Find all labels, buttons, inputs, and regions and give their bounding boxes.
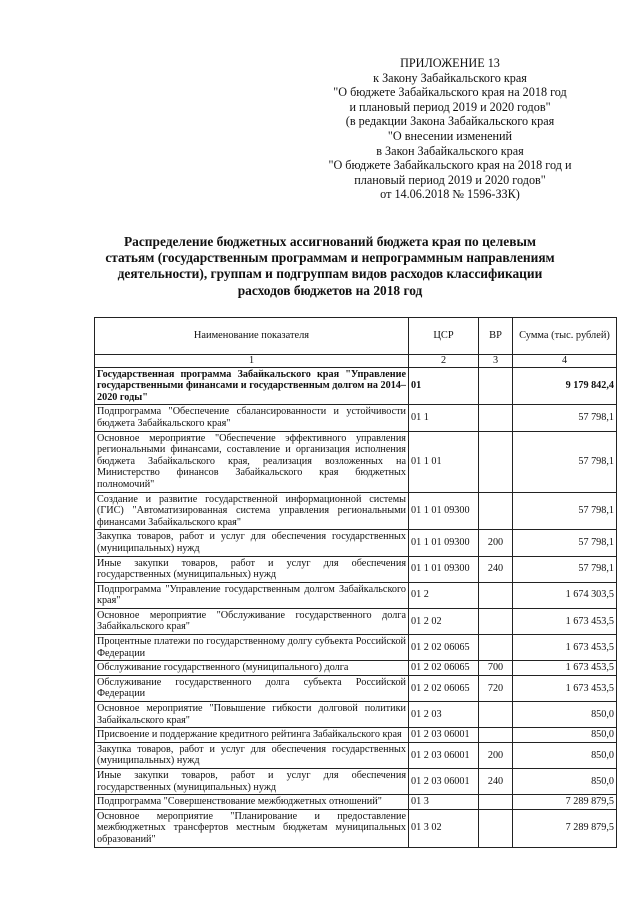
row-csr: 01 1: [409, 405, 479, 431]
row-vr: [479, 405, 513, 431]
row-vr: 720: [479, 675, 513, 701]
row-vr: [479, 809, 513, 847]
row-vr: [479, 431, 513, 492]
row-name: Подпрограмма "Обеспечение сбалансированности и устойчивости бюджета Забайкальского края": [95, 405, 409, 431]
row-name: Иные закупки товаров, работ и услуг для обеспечения государственных (муниципальных) нужд: [95, 769, 409, 795]
row-name: Закупка товаров, работ и услуг для обеспечения государственных (муниципальных) нужд: [95, 530, 409, 556]
row-sum: 7 289 879,5: [513, 809, 617, 847]
row-name: Создание и развитие государственной информационной системы (ГИС) "Автоматизированная система управления региональными финансами Забайкальского края": [95, 492, 409, 530]
col-number: 2: [409, 355, 479, 368]
row-vr: [479, 367, 513, 405]
row-sum: 57 798,1: [513, 530, 617, 556]
row-name: Основное мероприятие "Обеспечение эффективного управления региональными финансами, составление и организация исполнения бюджета Забайкальского края, реализация возложенных на Министерство финансов Забайкальского края бюджетных полномочий": [95, 431, 409, 492]
col-number: 1: [95, 355, 409, 368]
table-row: [95, 795, 617, 810]
row-vr: [479, 608, 513, 634]
table-row: [95, 556, 617, 582]
header-name: Наименование показателя: [95, 318, 409, 355]
row-vr: 240: [479, 769, 513, 795]
row-sum: 57 798,1: [513, 556, 617, 582]
row-sum: 850,0: [513, 742, 617, 768]
row-sum: 1 673 453,5: [513, 608, 617, 634]
appendix-line: и плановый период 2019 и 2020 годов": [349, 99, 551, 114]
title-line: Распределение бюджетных ассигнований бюджета края по целевым: [123, 234, 537, 249]
table-row: [95, 728, 617, 743]
appendix-header: [300, 56, 600, 202]
row-csr: 01 2 03 06001: [409, 742, 479, 768]
table-row: [95, 492, 617, 530]
row-vr: [479, 728, 513, 743]
row-name: Обслуживание государственного долга субъекта Российской Федерации: [95, 675, 409, 701]
table-row: [95, 367, 617, 405]
table-row: [95, 661, 617, 676]
appendix-law-ref: к Закону Забайкальского края: [373, 70, 527, 85]
row-name: Присвоение и поддержание кредитного рейтинга Забайкальского края: [95, 728, 409, 743]
row-csr: 01 1 01 09300: [409, 530, 479, 556]
appendix-line: "О бюджете Забайкальского края на 2018 год: [333, 85, 567, 100]
table-row: [95, 530, 617, 556]
row-sum: 57 798,1: [513, 431, 617, 492]
appendix-title: ПРИЛОЖЕНИЕ 13: [400, 56, 500, 70]
table-header-row: [95, 318, 617, 355]
column-number-row: [95, 355, 617, 368]
table-row: [95, 702, 617, 728]
row-sum: 850,0: [513, 702, 617, 728]
row-name: Иные закупки товаров, работ и услуг для обеспечения государственных (муниципальных) нужд: [95, 556, 409, 582]
row-name: Закупка товаров, работ и услуг для обеспечения государственных (муниципальных) нужд: [95, 742, 409, 768]
table-row: [95, 405, 617, 431]
header-csr: ЦСР: [409, 318, 479, 355]
row-vr: [479, 635, 513, 661]
row-sum: 57 798,1: [513, 492, 617, 530]
row-vr: 240: [479, 556, 513, 582]
row-vr: 200: [479, 530, 513, 556]
row-csr: 01 2 02 06065: [409, 675, 479, 701]
row-csr: 01 1 01 09300: [409, 492, 479, 530]
row-name: Государственная программа Забайкальского края "Управление государственными финансами и государственным долгом на 2014–2020 годы": [95, 367, 409, 405]
title-line: расходов бюджетов на 2018 год: [237, 282, 423, 298]
row-name: Основное мероприятие "Обслуживание государственного долга Забайкальского края": [95, 608, 409, 634]
row-vr: [479, 702, 513, 728]
row-vr: 700: [479, 661, 513, 676]
row-csr: 01 1 01 09300: [409, 556, 479, 582]
row-sum: 1 673 453,5: [513, 661, 617, 676]
row-sum: 1 673 453,5: [513, 635, 617, 661]
row-vr: 200: [479, 742, 513, 768]
table-row: [95, 582, 617, 608]
row-name: Основное мероприятие "Планирование и предоставление межбюджетных трансфертов местным бюджетам муниципальных образований": [95, 809, 409, 847]
appendix-line: (в редакции Закона Забайкальского края: [345, 114, 555, 129]
row-csr: 01 2 02: [409, 608, 479, 634]
row-sum: 850,0: [513, 728, 617, 743]
row-sum: 1 673 453,5: [513, 675, 617, 701]
budget-table: [94, 317, 617, 848]
table-row: [95, 431, 617, 492]
row-name: Процентные платежи по государственному долгу субъекта Российской Федерации: [95, 635, 409, 661]
row-sum: 57 798,1: [513, 405, 617, 431]
table-row: [95, 608, 617, 634]
row-csr: 01 2 03 06001: [409, 769, 479, 795]
row-vr: [479, 795, 513, 810]
title-line: статьям (государственным программам и непрограммным направлениям: [105, 250, 555, 266]
row-csr: 01 3 02: [409, 809, 479, 847]
row-vr: [479, 582, 513, 608]
appendix-line: в Закон Забайкальского края: [376, 143, 524, 158]
row-csr: 01 1 01: [409, 431, 479, 492]
row-name: Основное мероприятие "Повышение гибкости долговой политики Забайкальского края": [95, 702, 409, 728]
appendix-line: "О бюджете Забайкальского края на 2018 год и: [328, 158, 572, 173]
col-number: 3: [479, 355, 513, 368]
row-name: Подпрограмма "Управление государственным долгом Забайкальского края": [95, 582, 409, 608]
row-sum: 7 289 879,5: [513, 795, 617, 810]
row-csr: 01 3: [409, 795, 479, 810]
appendix-date-number: от 14.06.2018 № 1596-ЗЗК): [380, 187, 520, 202]
row-sum: 9 179 842,4: [513, 367, 617, 405]
table-row: [95, 635, 617, 661]
table-row: [95, 675, 617, 701]
header-vr: ВР: [479, 318, 513, 355]
table-row: [95, 809, 617, 847]
row-csr: 01 2: [409, 582, 479, 608]
table-row: [95, 742, 617, 768]
table-row: [95, 769, 617, 795]
row-vr: [479, 492, 513, 530]
row-csr: 01 2 03 06001: [409, 728, 479, 743]
row-csr: 01 2 03: [409, 702, 479, 728]
document-title: [80, 234, 580, 299]
row-csr: 01 2 02 06065: [409, 661, 479, 676]
row-sum: 1 674 303,5: [513, 582, 617, 608]
row-name: Подпрограмма "Совершенствование межбюджетных отношений": [95, 795, 409, 810]
title-line: деятельности), группам и подгруппам видов расходов классификации: [117, 266, 543, 282]
col-number: 4: [513, 355, 617, 368]
row-csr: 01: [409, 367, 479, 405]
row-csr: 01 2 02 06065: [409, 635, 479, 661]
appendix-line: плановый период 2019 и 2020 годов": [354, 172, 546, 187]
appendix-line: "О внесении изменений: [387, 128, 513, 143]
row-sum: 850,0: [513, 769, 617, 795]
header-sum: Сумма (тыс. рублей): [513, 318, 617, 355]
row-name: Обслуживание государственного (муниципального) долга: [95, 661, 409, 676]
